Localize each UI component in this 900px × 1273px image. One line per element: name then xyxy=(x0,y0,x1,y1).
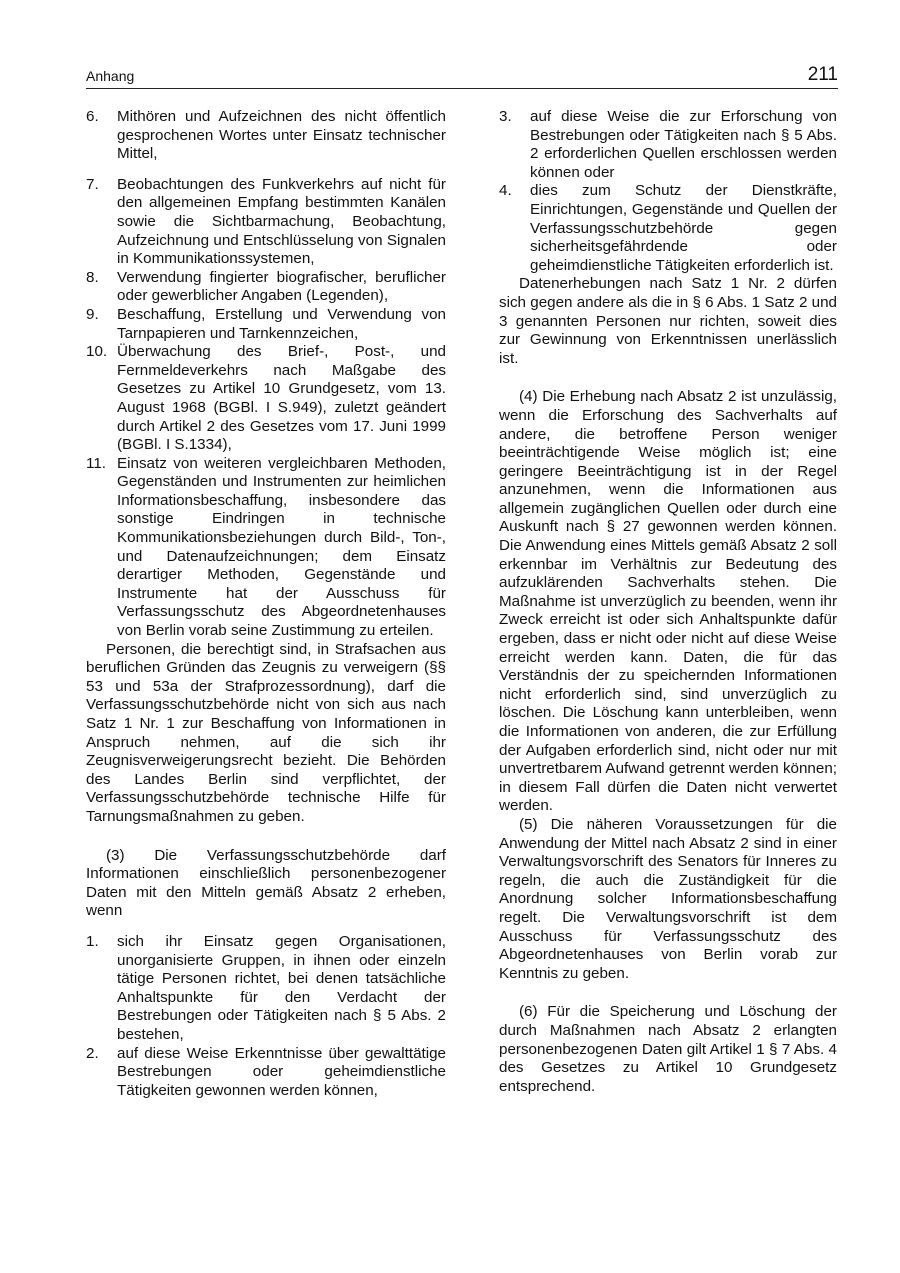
paragraph-absatz-4: (4) Die Erhebung nach Absatz 2 ist unzulässig, wenn die Erforschung des Sachverhalts auf andere, die betroffene Person weniger beeinträchtigende Weise möglich ist; eine geringere Beeinträchtigung ist in der Regel anzunehmen, wenn die Informationen aus allgemein zugänglichen Quellen oder durch eine Auskunft nach § 27 gewonnen werden können. Die Anwendung eines Mittels gemäß Absatz 2 soll erkennbar im Verhältnis zur Bedeutung des aufzuklärenden Sachverhalts stehen. Die Maßnahme ist unverzüglich zu beenden, wenn ihr Zweck erreicht ist oder sich Anhaltspunkte dafür ergeben, dass er nicht oder nicht auf diese Weise erreicht werden kann. Daten, die für das Verständnis der zu speichernden Informationen nicht erforderlich sind, sind unverzüglich zu löschen. Die Löschung kann unterbleiben, wenn die Informationen von anderen, die zur Erfüllung der Aufgaben erforderlich sind, nicht oder nur mit unvertretbarem Aufwand getrennt werden können; in diesem Fall dürfen die Daten nicht verwertet werden. xyxy=(499,388,837,815)
item-number: 11. xyxy=(86,454,106,472)
page-header xyxy=(86,60,838,89)
item-number: 2. xyxy=(86,1044,99,1062)
right-column xyxy=(499,108,837,1096)
item-number: 10. xyxy=(86,343,108,361)
item-text: Beobachtungen des Funkverkehrs auf nicht für den allgemeinen Empfang bestimmten Kanälen sowie die Sichtbarmachung, Beobachtung, Aufzeichnung und Entschlüsselung von Signalen in Kommunikationssystemen, xyxy=(117,175,446,268)
item-number: 3. xyxy=(499,108,512,125)
item-text: sich ihr Einsatz gegen Organisationen, unorganisierte Gruppen, in ihnen oder einzeln tätige Personen richtet, bei denen tatsächliche Anhaltspunkte für den Verdacht der Bestrebungen oder Tätigkeiten nach § 5 Abs. 2 bestehen, xyxy=(117,932,446,1043)
list-item xyxy=(86,108,446,164)
item-number: 7. xyxy=(86,175,99,193)
item-number: 1. xyxy=(86,932,99,950)
item-text: dies zum Schutz der Dienstkräfte, Einrichtungen, Gegenstände und Quellen der Verfassungsschutzbehörde gegen sicherheitsgefährdende oder geheimdienstliche Tätigkeiten erforderlich ist. xyxy=(530,182,837,274)
section-title: Anhang xyxy=(86,68,135,84)
list-item xyxy=(499,108,837,182)
list-item xyxy=(86,1045,446,1101)
item-number: 6. xyxy=(86,108,99,125)
paragraph-absatz-3: (3) Die Verfassungsschutzbehörde darf Informationen einschließlich personenbezogener Daten mit den Mitteln gemäß Absatz 2 erheben, wenn xyxy=(86,846,446,920)
item-number: 9. xyxy=(86,305,99,323)
list-item xyxy=(86,343,446,455)
list-item xyxy=(499,182,837,275)
list-item xyxy=(86,933,446,1045)
paragraph-absatz-5: (5) Die näheren Voraussetzungen für die Anwendung der Mittel nach Absatz 2 sind in einer Verwaltungsvorschrift des Senators für Inneres zu regeln, die auch die Zuständigkeit für die Anordnung solcher Informationsbeschaffung regelt. Die Verwaltungsvorschrift ist dem Ausschuss für Verfassungsschutz des Abgeordnetenhauses von Berlin vorab zur Kenntnis zu geben. xyxy=(499,815,837,982)
item-text: Überwachung des Brief-, Post-, und Fernmeldeverkehrs nach Maßgabe des Gesetzes zu Artikel 10 Grundgesetz, vom 13. August 1968 (BGBl. I S.949), zuletzt geändert durch Artikel 2 des Gesetzes vom 17. Juni 1999 (BGBl. I S.1334), xyxy=(117,343,446,454)
list-item xyxy=(86,306,446,343)
item-text: Verwendung fingierter biografischer, beruflicher oder gewerblicher Angaben (Legenden), xyxy=(117,268,446,305)
item-text: auf diese Weise Erkenntnisse über gewalttätige Bestrebungen oder geheimdienstliche Tätigkeiten gewonnen werden können, xyxy=(117,1044,446,1099)
item-number: 8. xyxy=(86,268,99,286)
list-item xyxy=(86,269,446,306)
list-item xyxy=(86,176,446,269)
left-column xyxy=(86,108,446,1100)
item-text: Mithören und Aufzeichnen des nicht öffentlich gesprochenen Wortes unter Einsatz technischer Mittel, xyxy=(117,108,446,163)
item-text: auf diese Weise die zur Erforschung von Bestrebungen oder Tätigkeiten nach § 5 Abs. 2 erforderlichen Quellen erschlossen werden können oder xyxy=(530,108,837,181)
paragraph-datenerhebungen: Datenerhebungen nach Satz 1 Nr. 2 dürfen sich gegen andere als die in § 6 Abs. 1 Satz 2 und 3 genannten Personen nur richten, soweit dies zur Gewinnung von Erkenntnissen unerlässlich ist. xyxy=(499,275,837,367)
item-text: Einsatz von weiteren vergleichbaren Methoden, Gegenständen und Instrumenten zur heimlichen Informationsbeschaffung, insbesondere das sonstige Eindringen in technische Kommunikationsbeziehungen durch Bild-, Ton-, und Datenaufzeichnungen; dem Einsatz derartiger Methoden, Gegenstände und Instrumente hat der Ausschuss für Verfassungsschutz des Abgeordnetenhauses von Berlin vorab seine Zustimmung zu erteilen. xyxy=(117,454,446,640)
paragraph-personen: Personen, die berechtigt sind, in Strafsachen aus beruflichen Gründen das Zeugnis zu verweigern (§§ 53 und 53a der Strafprozessordnung), darf die Verfassungsschutzbehörde nicht von sich aus nach Satz 1 Nr. 1 zur Beschaffung von Informationen in Anspruch nehmen, auf die sich ihr Zeugnisverweigerungsrecht bezieht. Die Behörden des Landes Berlin sind verpflichtet, der Verfassungsschutzbehörde technische Hilfe für Tarnungsmaßnahmen zu geben. xyxy=(86,640,446,825)
item-number: 4. xyxy=(499,182,512,200)
item-text: Beschaffung, Erstellung und Verwendung von Tarnpapieren und Tarnkennzeichen, xyxy=(117,305,446,342)
paragraph-absatz-6: (6) Für die Speicherung und Löschung der durch Maßnahmen nach Absatz 2 erlangten personenbezogenen Daten gilt Artikel 1 § 7 Abs. 4 des Gesetzes zu Artikel 10 Grundgesetz entsprechend. xyxy=(499,1003,837,1095)
list-item xyxy=(86,455,446,641)
page-number: 211 xyxy=(807,64,838,85)
